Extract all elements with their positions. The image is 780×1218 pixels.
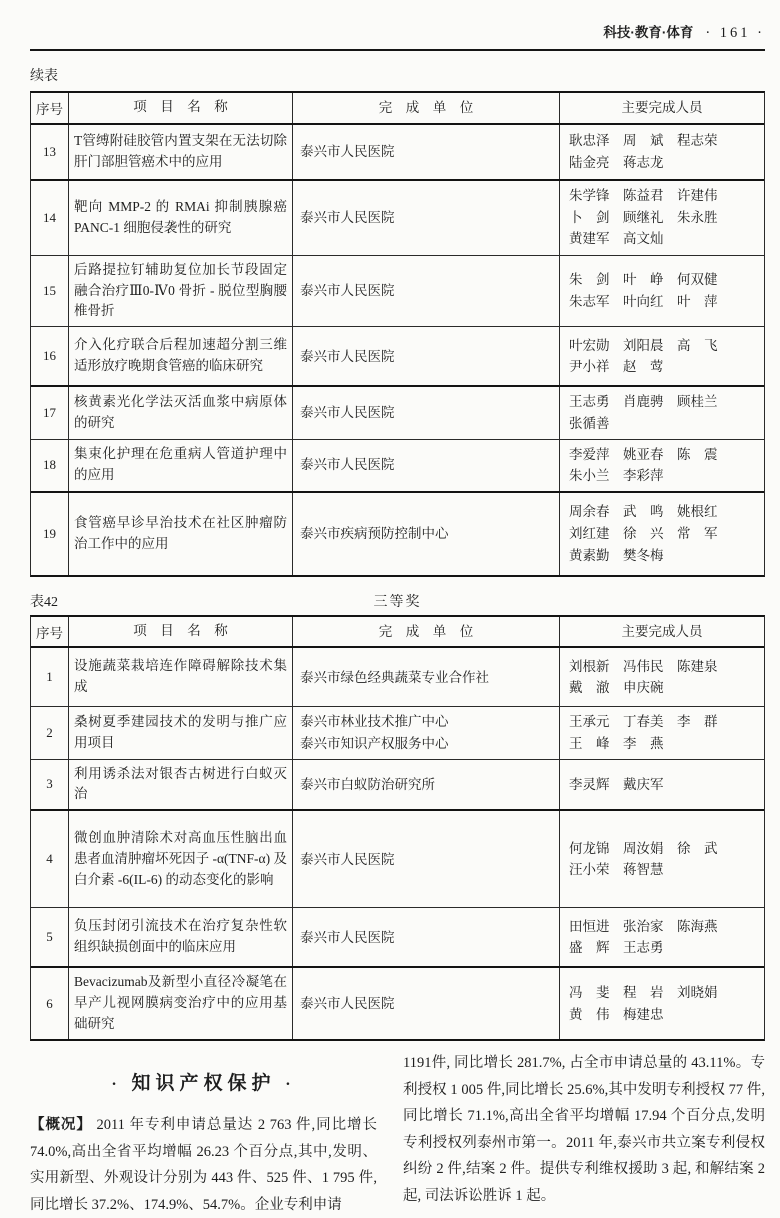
unit-line: 泰兴市人民医院	[300, 929, 395, 945]
personnel-line: 李灵辉 戴庆军	[569, 776, 664, 792]
unit-line: 泰兴市人民医院	[300, 283, 395, 299]
cell-unit	[293, 181, 560, 255]
table-row	[31, 760, 764, 812]
cell-no: 17	[31, 387, 69, 438]
column-header-project-name: 项 目 名 称	[69, 93, 293, 123]
table-row	[31, 968, 764, 1039]
cell-project-name	[69, 707, 293, 758]
unit-line: 泰兴市人民医院	[300, 851, 395, 867]
column-header-unit: 完 成 单 位	[293, 617, 560, 647]
left-column	[30, 1048, 377, 1218]
personnel-line: 张循善	[569, 415, 610, 431]
personnel-line: 刘根新 冯伟民 陈建泉	[569, 658, 718, 674]
project-name-text: 微创血肿清除术对高血压性脑出血患者血清肿瘤坏死因子 -α(TNF-α) 及白介素 -6(IL-6) 的动态变化的影响	[74, 829, 287, 887]
unit-line: 泰兴市人民医院	[300, 209, 395, 225]
table-header-row	[31, 93, 764, 125]
project-name-text: 核黄素光化学法灭活血浆中病原体的研究	[74, 394, 287, 430]
personnel-line: 陆金亮 蒋志龙	[569, 154, 664, 170]
project-name-text: 利用诱杀法对银杏古树进行白蚁灭治	[74, 765, 287, 802]
project-name-text: 食管癌早诊早治技术在社区肿瘤防治工作中的应用	[74, 514, 287, 551]
personnel-line: 盛 辉 王志勇	[569, 940, 664, 956]
page-number: · 161 ·	[705, 25, 765, 41]
table-continued	[30, 91, 765, 577]
table-row	[31, 327, 764, 387]
cell-no: 3	[31, 760, 69, 810]
cell-project-name	[69, 648, 293, 706]
cell-project-name	[69, 327, 293, 385]
project-name-text: 后路提拉钉辅助复位加长节段固定融合治疗Ⅲ0-Ⅳ0 骨折 - 脱位型胸腰椎骨折	[74, 261, 287, 319]
cell-project-name	[69, 256, 293, 327]
project-name-text: 集束化护理在危重病人管道护理中的应用	[74, 446, 287, 483]
personnel-line: 朱小兰 李彩萍	[569, 468, 664, 484]
section-heading	[30, 1068, 377, 1095]
personnel-line: 王承元 丁春美 李 群	[569, 714, 718, 730]
cell-no: 2	[31, 707, 69, 758]
cell-personnel	[560, 908, 764, 966]
cell-unit	[293, 387, 560, 438]
ipr-section	[30, 1048, 765, 1218]
cell-no: 13	[31, 125, 69, 179]
cell-personnel	[560, 811, 764, 907]
project-name-text: 介入化疗联合后程加速超分割三维适形放疗晚期食管癌的临床研究	[74, 337, 287, 374]
right-column	[403, 1048, 765, 1218]
overview-text-left: 2011 年专利申请总量达 2 763 件,同比增长 74.0%,高出全省平均增幅 26.23 个百分点,其中,发明、实用新型、外观设计分别为 443 件、525 件、1 795 件,同比增长 37.2%、174.9%、54.7%。企业专利申请	[30, 1117, 377, 1213]
project-name-text: Bevacizumab及新型小直径冷凝笔在早产儿视网膜病变治疗中的应用基础研究	[74, 974, 287, 1032]
column-header-no: 序号	[31, 617, 69, 647]
personnel-line: 王 峰 李 燕	[569, 735, 664, 751]
column-header-unit: 完 成 单 位	[293, 93, 560, 123]
table-row	[31, 648, 764, 707]
personnel-line: 卜 剑 顾继礼 朱永胜	[569, 209, 718, 225]
cell-project-name	[69, 908, 293, 966]
cell-unit	[293, 327, 560, 385]
cell-no: 16	[31, 327, 69, 385]
unit-line: 泰兴市人民医院	[300, 143, 395, 159]
cell-project-name	[69, 387, 293, 438]
table-row	[31, 181, 764, 256]
personnel-line: 汪小荣 蒋智慧	[569, 862, 664, 878]
personnel-line: 冯 斐 程 岩 刘晓娟	[569, 985, 718, 1001]
cell-no: 4	[31, 811, 69, 907]
heading-text: 知识产权保护	[131, 1073, 276, 1095]
unit-line: 泰兴市人民医院	[300, 995, 395, 1011]
cell-personnel	[560, 181, 764, 255]
cell-no: 1	[31, 648, 69, 706]
header-rule	[30, 49, 765, 51]
cell-no: 19	[31, 493, 69, 575]
cell-personnel	[560, 387, 764, 438]
cell-unit	[293, 760, 560, 810]
cell-unit	[293, 125, 560, 179]
unit-line: 泰兴市人民医院	[300, 348, 395, 364]
cell-project-name	[69, 968, 293, 1039]
personnel-line: 叶宏勋 刘阳晨 高 飞	[569, 337, 718, 353]
personnel-line: 朱学锋 陈益君 许建伟	[569, 188, 718, 204]
table42-label: 表42	[30, 594, 58, 610]
table-row	[31, 125, 764, 181]
page-header	[30, 0, 765, 42]
personnel-line: 朱志军 叶向红 叶 萍	[569, 293, 718, 309]
cell-project-name	[69, 125, 293, 179]
unit-line: 泰兴市白蚁防治研究所	[300, 776, 435, 792]
running-head-section: 科技·教育·体育	[603, 25, 694, 40]
personnel-line: 田恒进 张治家 陈海燕	[569, 918, 718, 934]
table42-title: 三等奖	[373, 594, 422, 610]
unit-line: 泰兴市人民医院	[300, 405, 395, 421]
cell-unit	[293, 493, 560, 575]
cell-personnel	[560, 968, 764, 1039]
personnel-line: 黄素勤 樊冬梅	[569, 547, 664, 563]
page	[30, 0, 765, 1218]
cell-unit	[293, 908, 560, 966]
heading-right-dot: ·	[285, 1076, 296, 1094]
heading-left-dot: ·	[111, 1076, 122, 1094]
personnel-line: 李爱萍 姚亚春 陈 震	[569, 446, 718, 462]
continued-table-label: 续表	[30, 69, 58, 84]
cell-unit	[293, 968, 560, 1039]
personnel-line: 耿忠泽 周 斌 程志荣	[569, 133, 718, 148]
table-header-row	[31, 617, 764, 649]
cell-unit	[293, 648, 560, 706]
cell-project-name	[69, 493, 293, 575]
overview-paragraph	[30, 1112, 377, 1218]
project-name-text: 桑树夏季建园技术的发明与推广应用项目	[74, 714, 287, 750]
table42-caption-row	[30, 591, 765, 611]
cell-personnel	[560, 125, 764, 179]
table-row	[31, 707, 764, 759]
personnel-line: 尹小祥 赵 莺	[569, 359, 664, 375]
column-header-project-name: 项 目 名 称	[69, 617, 293, 647]
cell-personnel	[560, 256, 764, 327]
table-row	[31, 908, 764, 968]
cell-project-name	[69, 440, 293, 491]
cell-unit	[293, 707, 560, 758]
unit-line: 泰兴市知识产权服务中心	[300, 735, 449, 751]
column-header-personnel: 主要完成人员	[621, 100, 703, 115]
table-row	[31, 493, 764, 575]
project-name-text: T管缚附硅胶管内置支架在无法切除肝门部胆管癌术中的应用	[74, 132, 287, 169]
cell-project-name	[69, 181, 293, 255]
unit-line: 泰兴市人民医院	[300, 457, 395, 473]
cell-personnel	[560, 760, 764, 810]
overview-label: 【概况】	[30, 1117, 92, 1134]
table-42	[30, 615, 765, 1041]
personnel-line: 周余春 武 鸣 姚根红	[569, 504, 718, 520]
unit-line: 泰兴市绿色经典蔬菜专业合作社	[300, 669, 489, 685]
cell-unit	[293, 811, 560, 907]
personnel-line: 黄 伟 梅建忠	[569, 1006, 664, 1022]
personnel-line: 黄建军 高文灿	[569, 231, 664, 247]
personnel-line: 刘红建 徐 兴 常 军	[569, 525, 718, 541]
project-name-text: 负压封闭引流技术在治疗复杂性软组织缺损创面中的临床应用	[74, 918, 287, 955]
cell-personnel	[560, 648, 764, 706]
column-header-personnel: 主要完成人员	[621, 623, 703, 639]
personnel-line: 王志勇 肖鹿骋 顾桂兰	[569, 394, 718, 410]
cell-personnel	[560, 493, 764, 575]
table-row	[31, 387, 764, 439]
cell-no: 14	[31, 181, 69, 255]
cell-unit	[293, 440, 560, 491]
cell-personnel	[560, 440, 764, 491]
project-name-text: 设施蔬菜栽培连作障碍解除技术集成	[74, 658, 287, 695]
table-row	[31, 256, 764, 328]
unit-line: 泰兴市林业技术推广中心	[300, 714, 449, 730]
cell-no: 5	[31, 908, 69, 966]
personnel-line: 戴 澈 申庆碗	[569, 680, 664, 696]
column-header-no: 序号	[31, 93, 69, 123]
cell-unit	[293, 256, 560, 327]
table-row	[31, 811, 764, 908]
unit-line: 泰兴市疾病预防控制中心	[300, 525, 449, 541]
personnel-line: 何龙锦 周汝娟 徐 武	[569, 840, 718, 856]
project-name-text: 靶向 MMP-2 的 RMAi 抑制胰腺癌 PANC-1 细胞侵袭性的研究	[74, 198, 287, 235]
cell-personnel	[560, 327, 764, 385]
cell-no: 6	[31, 968, 69, 1039]
cell-project-name	[69, 760, 293, 810]
cell-project-name	[69, 811, 293, 907]
cell-no: 18	[31, 440, 69, 491]
table-row	[31, 440, 764, 493]
cell-personnel	[560, 707, 764, 758]
cell-no: 15	[31, 256, 69, 327]
personnel-line: 朱 剑 叶 峥 何双健	[569, 272, 718, 288]
overview-paragraph-continued: 1191件, 同比增长 281.7%, 占全市申请总量的 43.11%。专利授权 1 005 件,同比增长 25.6%,其中发明专利授权 77 件,同比增长 71.1%,高出全省平均增幅 17.94 个百分点,发明专利授权列泰州市第一。2011 年,泰兴市共立案专利侵权纠纷 2 件,结案 2 件。提供专利维权援助 3 起, 和解结案 2 起, 司法诉讼胜诉 1 起。	[403, 1055, 765, 1204]
